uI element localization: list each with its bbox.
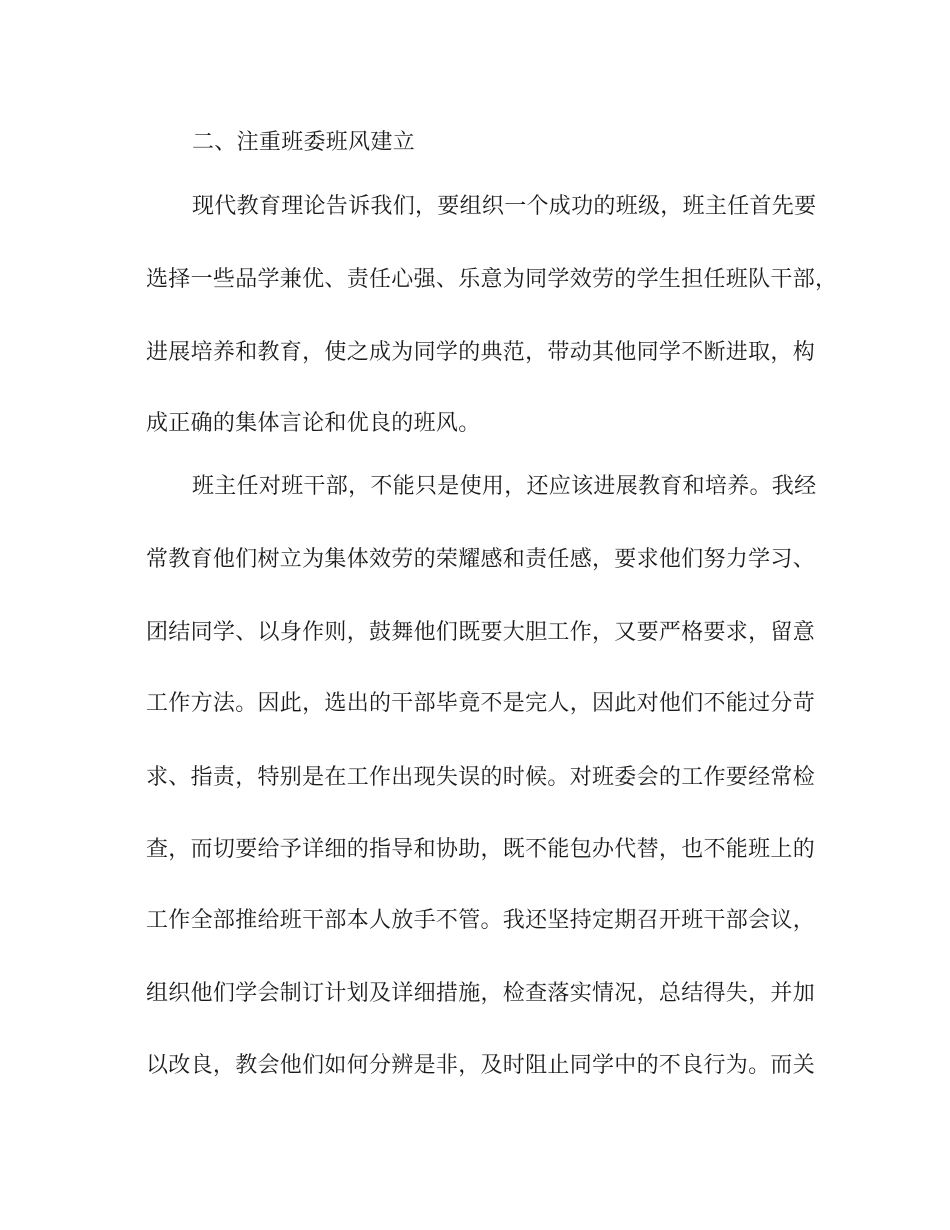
text-line: 求、指责，特别是在工作出现失误的时候。对班委会的工作要经常检	[146, 765, 816, 790]
text-line: 工作方法。因此，选出的干部毕竟不是完人，因此对他们不能过分苛	[146, 691, 816, 716]
text-line: 工作全部推给班干部本人放手不管。我还坚持定期召开班干部会议，	[146, 908, 816, 933]
text-line: 查，而切要给予详细的指导和协助，既不能包办代替，也不能班上的	[146, 837, 816, 862]
text-line: 选择一些品学兼优、责任心强、乐意为同学效劳的学生担任班队干部，	[146, 267, 838, 292]
section-heading: 二、注重班委班风建立	[192, 130, 416, 155]
text-line: 团结同学、以身作则，鼓舞他们既要大胆工作，又要严格要求，留意	[146, 620, 816, 645]
text-line: 常教育他们树立为集体效劳的荣耀感和责任感，要求他们努力学习、	[146, 547, 816, 572]
text-line: 成正确的集体言论和优良的班风。	[146, 411, 481, 436]
text-line: 班主任对班干部，不能只是使用，还应该进展教育和培养。我经	[192, 474, 817, 499]
text-line: 进展培养和教育，使之成为同学的典范，带动其他同学不断进取，构	[146, 340, 816, 365]
text-line: 组织他们学会制订计划及详细措施，检查落实情况，总结得失，并加	[146, 981, 816, 1006]
text-line: 以改良，教会他们如何分辨是非，及时阻止同学中的不良行为。而关	[146, 1053, 816, 1078]
text-line: 现代教育理论告诉我们，要组织一个成功的班级，班主任首先要	[192, 194, 817, 219]
